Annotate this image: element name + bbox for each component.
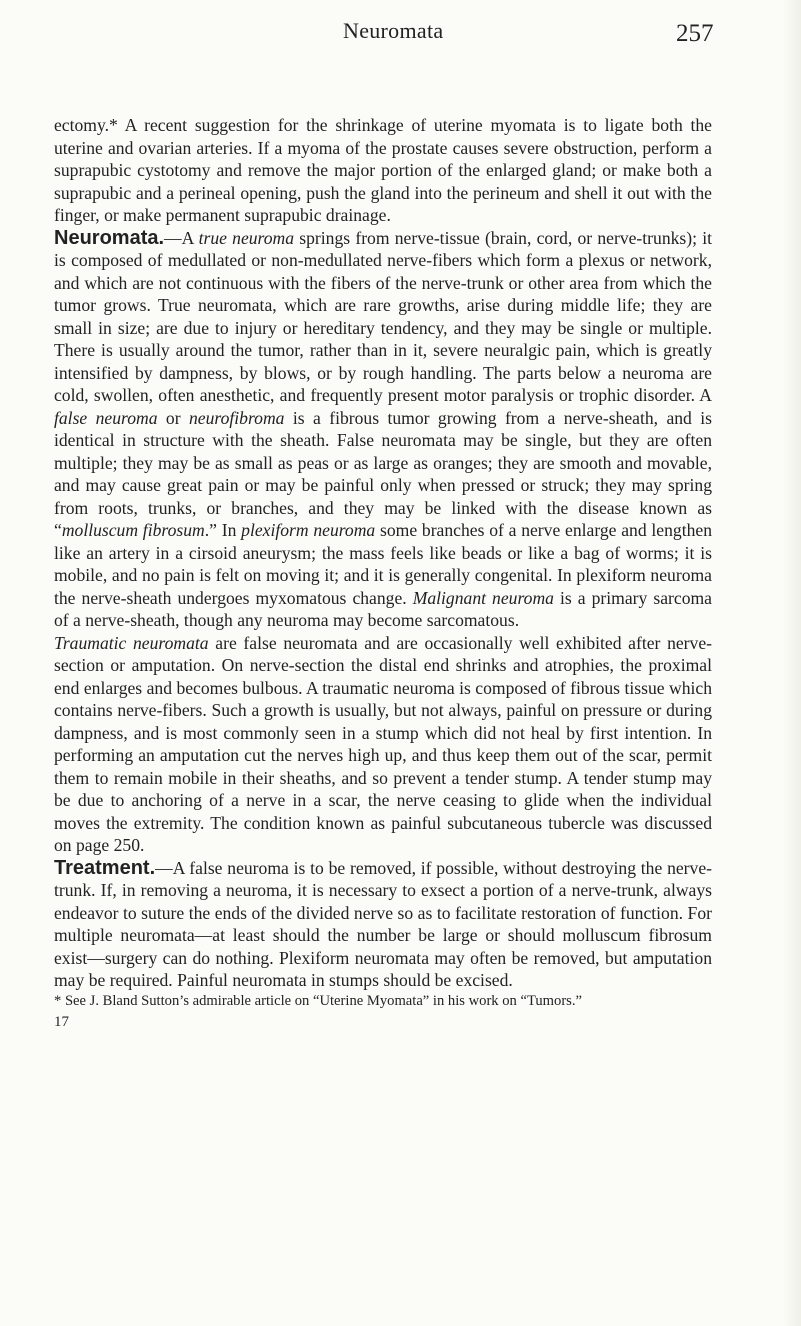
term-neurofibroma: neurofibroma xyxy=(189,407,285,428)
term-true-neuroma: true neuroma xyxy=(198,227,295,248)
signature-mark: 17 xyxy=(54,1013,69,1030)
term-plexiform-neuroma: plexiform neuroma xyxy=(241,520,376,540)
text-run: is a primary sarcoma of a nerve-sheath, though any neuroma may become sarcomatous. xyxy=(54,587,712,630)
paragraph-continuation: ectomy.* A recent suggestion for the shrinkage of uterine myomata is to ligate both the uterine and ovarian arteries. If a myoma of the prostate causes severe obstruction, perform a suprapubic cystotomy and remove the major portion of the enlarged gland; or make both a suprapubic and a perineal opening, push the gland into the perineum and shell it out with the finger, or make permanent suprapubic drainage. xyxy=(54,115,712,225)
paragraph-neuromata xyxy=(54,227,712,632)
page-header xyxy=(0,18,801,58)
page-edge-shadow xyxy=(783,0,801,1326)
footnote: * See J. Bland Sutton’s admirable article on “Uterine Myomata” in his work on “Tumors.” xyxy=(54,992,582,1009)
paragraph-treatment xyxy=(54,857,712,992)
term-molluscum-fibrosum: molluscum fibrosum xyxy=(61,520,205,540)
text-run: springs from nerve-tissue (brain, cord, or nerve-trunks); it is composed of medullated or non-medullated nerve-fibers which form a plexus or network, and which are not continuous with the fibers of the nerve-trunk or other area from which the tumor grows. True neuromata, which are rare growths, arise during middle life; they are small in size; are due to injury or hereditary tendency, and they may be single or multiple. There is usually around the tumor, rather than in it, severe neuralgic pain, which is greatly intensified by dampness, by blows, or by rough handling. The parts below a neuroma are cold, swollen, often anesthetic, and frequently present motor paralysis or trophic disorder. A xyxy=(54,227,713,405)
section-heading-neuromata: Neuromata. xyxy=(54,226,165,249)
page-number: 257 xyxy=(676,20,714,47)
term-malignant-neuroma: Malignant neuroma xyxy=(412,587,554,608)
term-false-neuroma: false neuroma xyxy=(54,407,158,428)
paragraph-traumatic xyxy=(54,632,712,857)
text-run: is a fibrous tumor growing from a nerve-sheath, and is identical in structure with the sheath. False neuromata may be single, but they are often multiple; they may be as small as peas or as large as oranges; they are smooth and movable, and may cause great pain or may be painful only when pressed or struck; they may spring from roots, trunks, or branches, and they may be linked with the disease known as “ xyxy=(54,407,712,540)
section-heading-treatment: Treatment. xyxy=(54,856,156,879)
text-run: are false neuromata and are occasionally well exhibited after nerve-section or amputation. On nerve-section the distal end shrinks and atrophies, the proximal end enlarges and becomes bulbous. A traumatic neuroma is composed of fibrous tissue which contains nerve-fibers. Such a growth is usually, but not always, painful on pressure or during dampness, and is most commonly seen in a stump which did not heal by first intention. In performing an amputation cut the nerves high up, and thus keep them out of the scar, permit them to remain mobile in their sheaths, and so prevent a tender stump. A tender stump may be due to anchoring of a nerve in a scar, the nerve ceasing to glide when the individual moves the extremity. The condition known as painful subcutaneous tubercle was discussed on page 250. xyxy=(54,632,713,855)
term-traumatic-neuromata: Traumatic neuromata xyxy=(54,632,209,653)
running-head: Neuromata xyxy=(343,18,444,43)
page-body xyxy=(54,114,712,1033)
text-run: —A xyxy=(164,227,199,248)
text-run: or xyxy=(157,407,189,428)
text-run: some branches of a nerve enlarge and lengthen like an artery in a cirsoid aneurysm; the mass feels like beads or like a bag of worms; it is mobile, and no pain is felt on moving it; and it is generally congenital. In plexiform neuroma the nerve-sheath undergoes myxomatous change. xyxy=(54,520,712,608)
text-run: .” In xyxy=(204,520,242,540)
text-run: —A false neuroma is to be removed, if possible, without destroying the nerve-trunk. If, in removing a neuroma, it is necessary to exsect a portion of a nerve-trunk, always endeavor to suture the ends of the divided nerve so as to facilitate restoration of function. For multiple neuromata—at least should the number be large or should molluscum fibrosum exist—surgery can do nothing. Plexiform neuromata may often be removed, but amputation may be required. Painful neuromata in stumps should be excised. xyxy=(54,857,712,990)
